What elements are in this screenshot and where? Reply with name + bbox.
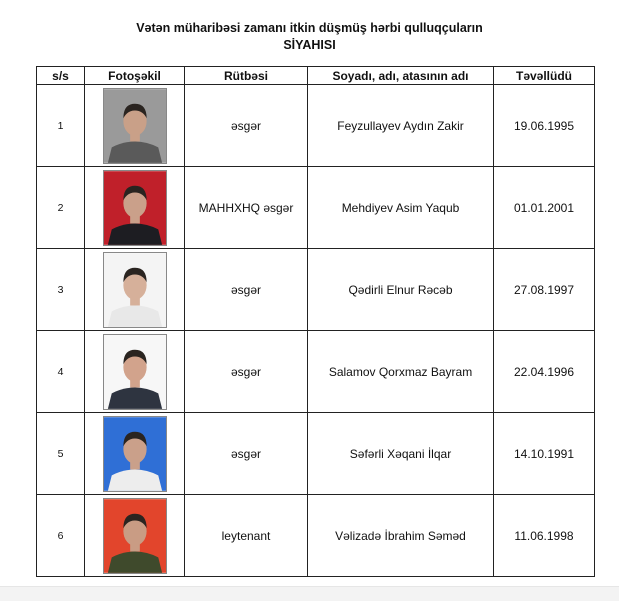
row-full-name: Salamov Qorxmaz Bayram: [308, 331, 494, 413]
table-body: [37, 85, 595, 577]
row-full-name: Mehdiyev Asim Yaqub: [308, 167, 494, 249]
title-line-1: Vətən müharibəsi zamanı itkin düşmüş hərbi qulluqçuların: [136, 21, 483, 35]
row-number: 4: [37, 331, 85, 413]
row-number: 3: [37, 249, 85, 331]
table-row: [37, 85, 595, 167]
row-rank: leytenant: [185, 495, 308, 577]
row-number: 2: [37, 167, 85, 249]
header-rank: Rütbəsi: [185, 67, 308, 85]
row-rank: əsgər: [185, 331, 308, 413]
table-row: [37, 413, 595, 495]
row-full-name: Qədirli Elnur Rəcəb: [308, 249, 494, 331]
soldier-photo: [103, 252, 167, 328]
header-photo: Fotoşəkil: [85, 67, 185, 85]
row-birth-date: 11.06.1998: [494, 495, 595, 577]
soldier-photo: [103, 416, 167, 492]
header-full-name: Soyadı, adı, atasının adı: [308, 67, 494, 85]
row-number: 5: [37, 413, 85, 495]
header-number: s/s: [37, 67, 85, 85]
table-row: [37, 249, 595, 331]
row-rank: əsgər: [185, 249, 308, 331]
row-birth-date: 27.08.1997: [494, 249, 595, 331]
table-header-row: [37, 67, 595, 85]
row-birth-date: 01.01.2001: [494, 167, 595, 249]
row-birth-date: 22.04.1996: [494, 331, 595, 413]
row-full-name: Feyzullayev Aydın Zakir: [308, 85, 494, 167]
missing-personnel-table: [36, 66, 595, 577]
table-row: [37, 495, 595, 577]
row-photo-cell: [85, 249, 185, 331]
row-photo-cell: [85, 413, 185, 495]
row-rank: əsgər: [185, 413, 308, 495]
row-full-name: Səfərli Xəqani İlqar: [308, 413, 494, 495]
row-photo-cell: [85, 85, 185, 167]
row-full-name: Vəlizadə İbrahim Səməd: [308, 495, 494, 577]
soldier-photo: [103, 498, 167, 574]
row-number: 6: [37, 495, 85, 577]
row-rank: MAHHXHQ əsgər: [185, 167, 308, 249]
soldier-photo: [103, 88, 167, 164]
row-photo-cell: [85, 331, 185, 413]
document-title: [0, 20, 619, 54]
page-bottom-edge: [0, 586, 619, 601]
header-birth-date: Təvəllüdü: [494, 67, 595, 85]
row-number: 1: [37, 85, 85, 167]
table-row: [37, 167, 595, 249]
row-birth-date: 19.06.1995: [494, 85, 595, 167]
soldier-photo: [103, 334, 167, 410]
row-birth-date: 14.10.1991: [494, 413, 595, 495]
soldier-photo: [103, 170, 167, 246]
row-photo-cell: [85, 495, 185, 577]
row-photo-cell: [85, 167, 185, 249]
title-line-2: SİYAHISI: [283, 38, 336, 52]
row-rank: əsgər: [185, 85, 308, 167]
table-row: [37, 331, 595, 413]
